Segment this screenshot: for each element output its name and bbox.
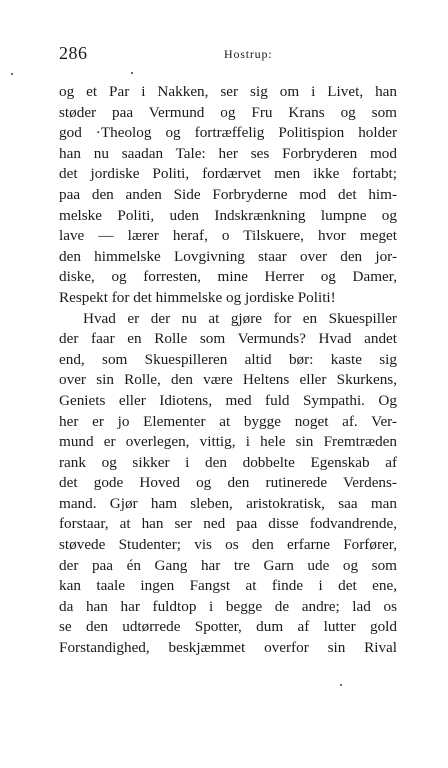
print-speck [131,72,133,74]
text-line: Respekt for det himmelske og jordiske Politi! [59,288,336,306]
text-line: støvede Studenter; vis os den erfarne Forfører, [59,536,397,554]
text-line: her er jo Elementer at bygge noget af. Ver- [59,412,397,430]
text-line: det gode Hoved og den rutinerede Verdens- [59,474,397,492]
text-line: den himmelske Lovgivning staar over den jor- [59,247,397,265]
text-line: rank og sikker i den dobbelte Egenskab af [59,453,397,471]
page-header [59,43,399,67]
text-line: Hvad er der nu at gjøre for en Skuespiller [83,309,397,327]
text-line: lave — lærer heraf, o Tilskuere, hvor meget [59,227,397,245]
text-line: Geniets eller Idiotens, med fuld Sympathi. Og [59,391,397,409]
text-line: diske, og forresten, mine Herrer og Damer, [59,268,397,286]
text-line: det jordiske Politi, fordærvet men ikke fortabt; [59,165,397,183]
text-line: kan taale ingen Fangst at finde i det ene, [59,577,397,595]
text-line: se den udtørrede Spotter, dum af lutter gold [59,618,397,636]
text-line: mand. Gjør ham sleben, aristokratisk, saa man [59,494,397,512]
text-line: han nu saadan Tale: her ses Forbryderen mod [59,144,397,162]
text-line: da han har fuldtop i begge de andre; lad os [59,597,397,615]
text-line: end, som Skuespilleren altid bør: kaste sig [59,350,397,368]
text-line: forstaar, at han ser ned paa disse fodvandrende, [59,515,397,533]
text-line: over sin Rolle, den være Heltens eller Skurkens, [59,371,397,389]
text-line: og et Par i Nakken, ser sig om i Livet, han [59,83,397,100]
print-speck [340,684,342,686]
text-line: der paa én Gang har tre Garn ude og som [59,556,397,574]
text-line: der faar en Rolle som Vermunds? Hvad andet [59,330,397,348]
text-line: Forstandighed, beskjæmmet overfor sin Rival [59,639,397,657]
text-line: mund er overlegen, vittig, i hele sin Fremtræden [59,433,397,451]
page-number: 286 [59,43,88,63]
text-line: melske Politi, uden Indskrænkning lumpne og [59,206,397,224]
running-head: Hostrup: [224,47,273,61]
print-speck [11,73,13,75]
text-line: støder paa Vermund og Fru Krans og som [59,103,397,121]
body-text [59,82,397,659]
text-line: paa den anden Side Forbryderne mod det him- [59,185,397,203]
text-line: god ·Theolog og fortræffelig Politispion holder [59,124,397,142]
